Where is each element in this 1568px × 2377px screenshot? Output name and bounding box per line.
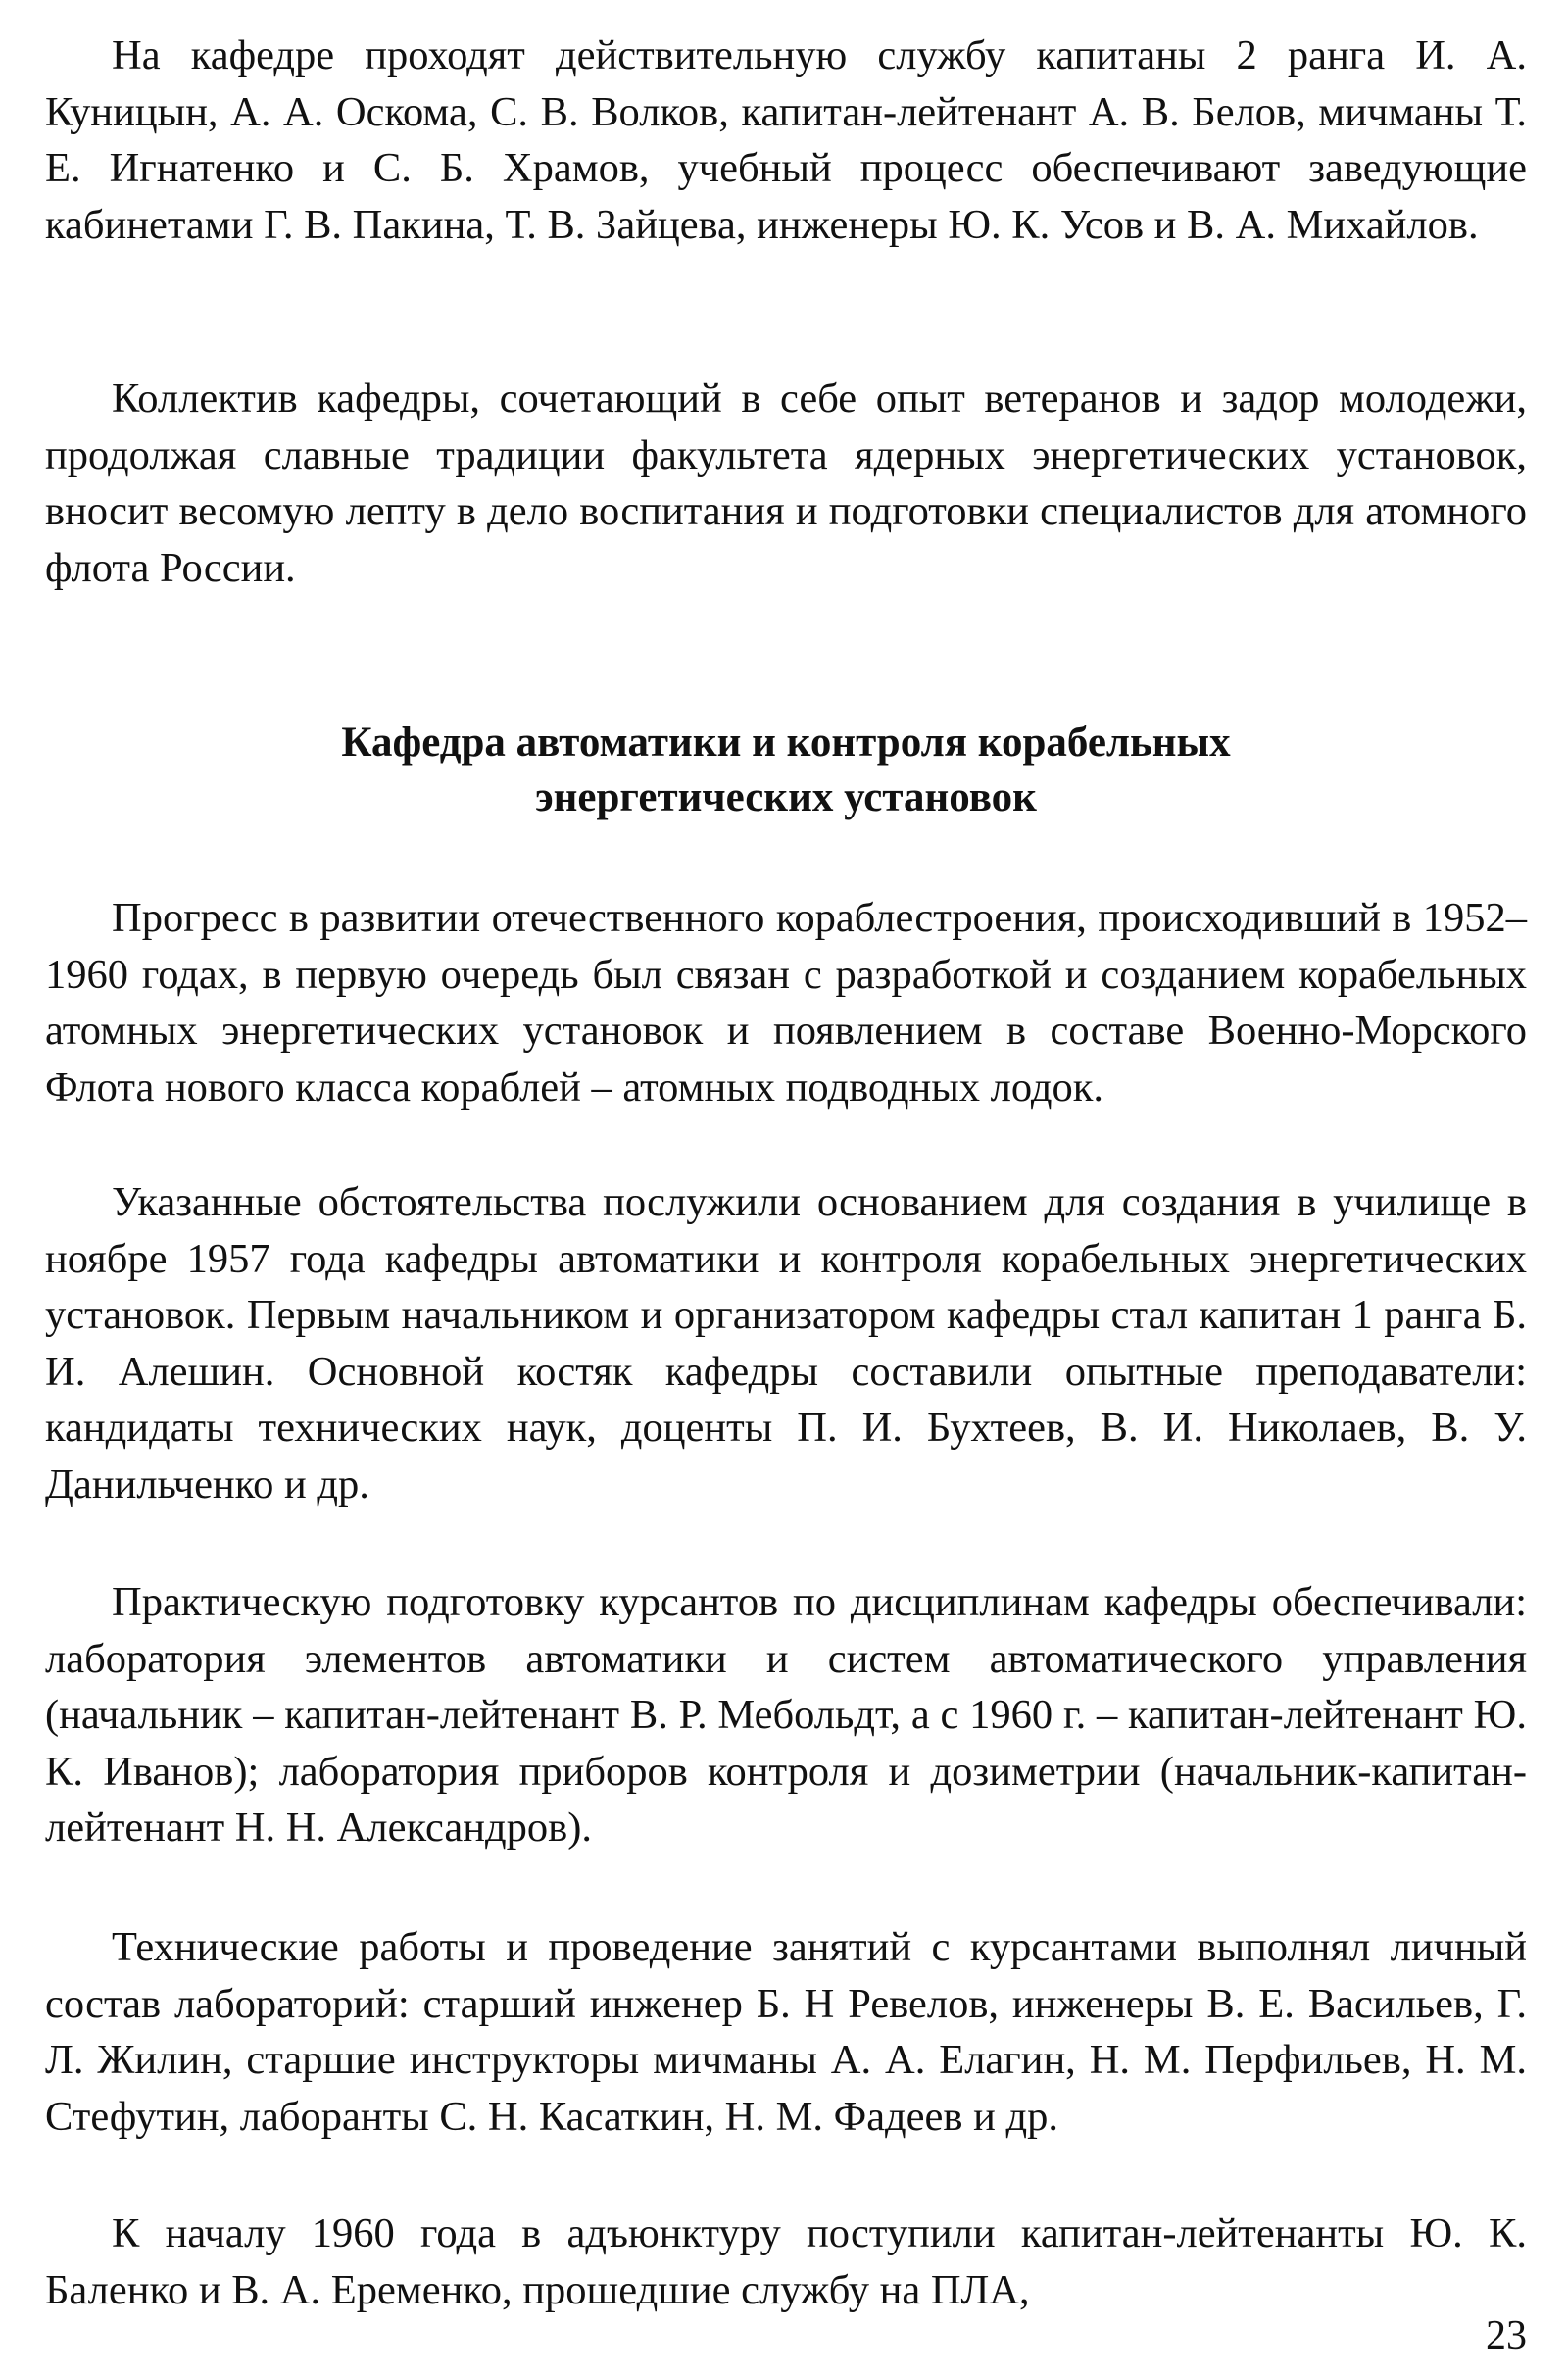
section-heading-line-2: энергетических установок (535, 774, 1037, 820)
paragraph-laboratories: Практическую подготовку курсантов по дисциплинам кафедры обеспечивали: лаборатория элементов автоматики и систем автоматического управления (начальник – капитан-лейтенант В. Р. Мебольдт, а с 1960 г. – капитан-лейтенант Ю. К. Иванов); лаборатория приборов контроля и дозиметрии (начальник-капитан-лейтенант Н. Н. Александров). (45, 1579, 1527, 1852)
section-heading-line-1: Кафедра автоматики и контроля корабельных (341, 719, 1231, 766)
paragraph-technical-staff: Технические работы и проведение занятий с курсантами выполнял личный состав лабораторий: старший инженер Б. Н Ревелов, инженеры В. Е. Васильев, Г. Л. Жилин, старшие инструкторы мичманы А. А. Елагин, Н. М. Перфильев, Н. М. Стефутин, лаборанты С. Н. Касаткин, Н. М. Фадеев и др. (45, 1924, 1527, 2140)
paragraph-adjunct: К началу 1960 года в адъюнктуру поступили капитан-лейтенанты Ю. К. Баленко и В. А. Еременко, прошедшие службу на ПЛА, (45, 2210, 1527, 2313)
paragraph-progress: Прогресс в развитии отечественного кораблестроения, происходивший в 1952–1960 годах, в первую очередь был связан с разработкой и созданием корабельных атомных энергетических установок и появлением в составе Военно-Морского Флота нового класса кораблей – атомных подводных лодок. (45, 895, 1527, 1111)
section-heading (45, 716, 1527, 825)
paragraph-staff: На кафедре проходят действительную службу капитаны 2 ранга И. А. Куницын, А. А. Оскома, С. В. Волков, капитан-лейтенант А. В. Белов, мичманы Т. Е. Игнатенко и С. Б. Храмов, учебный процесс обеспечивают заведующие кабинетами Г. В. Пакина, Т. В. Зайцева, инженеры Ю. К. Усов и В. А. Михайлов. (45, 32, 1527, 248)
paragraph-collective: Коллектив кафедры, сочетающий в себе опыт ветеранов и задор молодежи, продолжая славные традиции факультета ядерных энергетических установок, вносит весомую лепту в дело воспитания и подготовки специалистов для атомного флота России. (45, 375, 1527, 591)
page-number: 23 (1486, 2313, 1527, 2358)
book-page (45, 27, 1527, 2360)
paragraph-founding: Указанные обстоятельства послужили основанием для создания в училище в ноябре 1957 года кафедры автоматики и контроля корабельных энергетических установок. Первым начальником и организатором кафедры стал капитан 1 ранга Б. И. Алешин. Основной костяк кафедры составили опытные преподаватели: кандидаты технических наук, доценты П. И. Бухтеев, В. И. Николаев, В. У. Данильченко и др. (45, 1179, 1527, 1508)
